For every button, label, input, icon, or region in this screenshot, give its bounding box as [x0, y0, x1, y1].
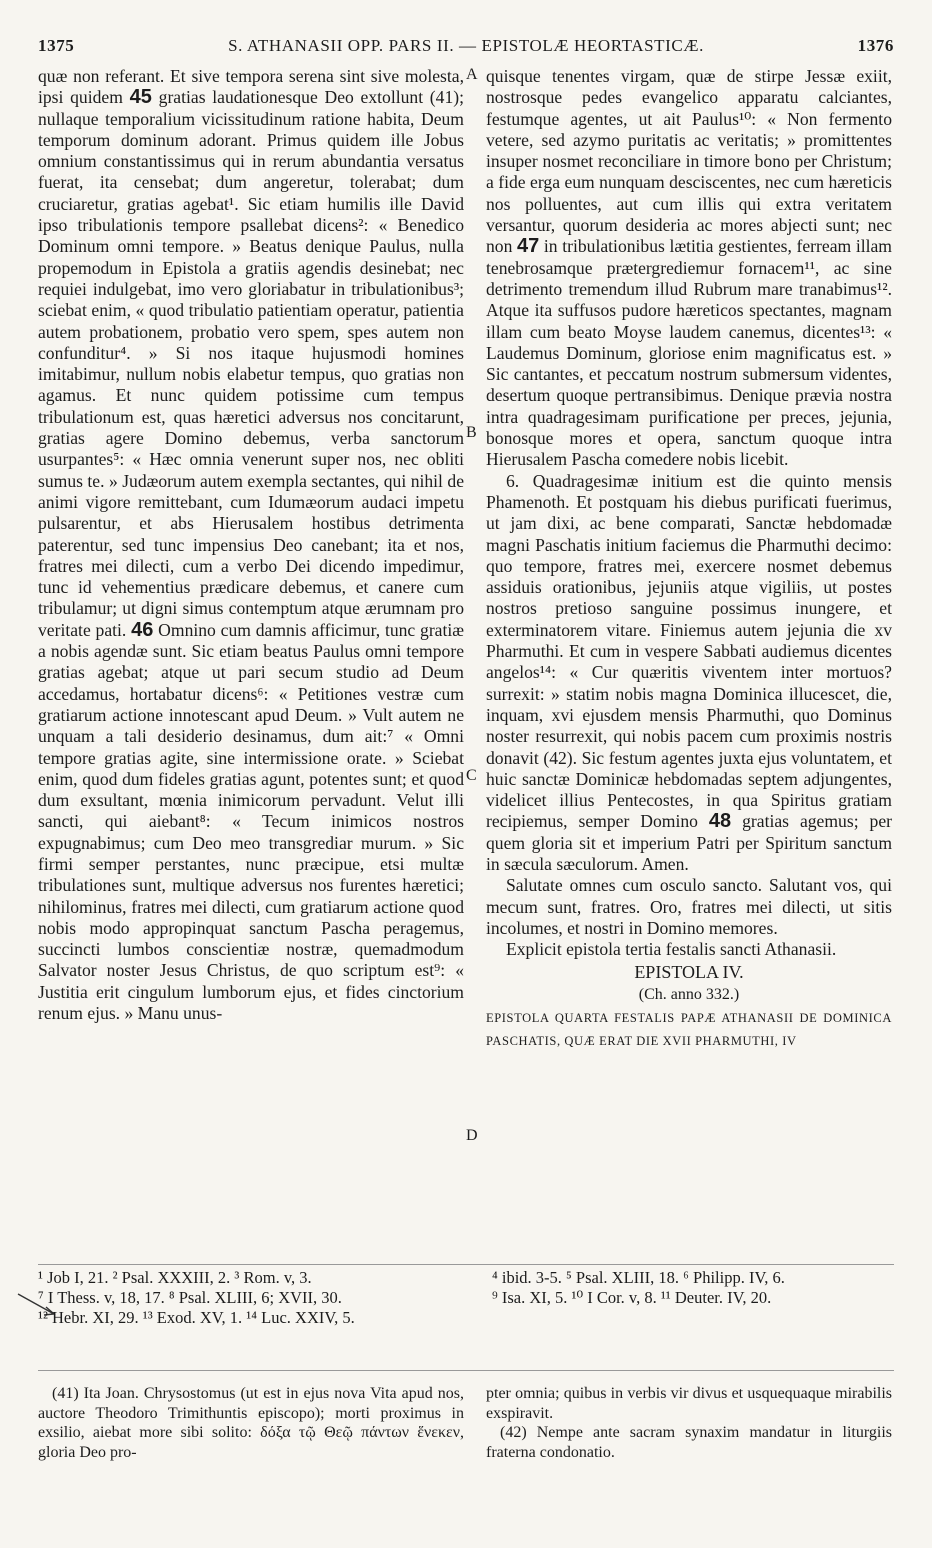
- scripture-references-left: [38, 1268, 470, 1328]
- epistle-date: (Ch. anno 332.): [638, 985, 740, 1003]
- left-text-column: [38, 66, 464, 1024]
- note-41: (41) Ita Joan. Chrysostomus (ut est in ejus nova Vita apud nos, auctore Theodoro Trimithuntis episcopo); morti proximus in exsilio, aiebat more sibi solito: δόξα τῷ Θεῷ πάντων ἕνεκεν, gloria Deo pro-: [38, 1385, 464, 1461]
- reference-line: ¹² Hebr. XI, 29. ¹³ Exod. XV, 1. ¹⁴ Luc. XXIV, 5.: [38, 1308, 355, 1327]
- text-segment: quæ non referant. Et sive tempora serena sint sive molesta, ipsi quidem: [38, 66, 464, 108]
- running-title: S. ATHANASII OPP. PARS II. — EPISTOLÆ HEORTASTICÆ.: [228, 36, 704, 55]
- text-segment: Omnino cum damnis afficimur, tunc gratiæ a nobis agendæ sunt. Sic etiam beatus Paulus omni tempore gratias agebat; atque ut pari secum studio ad Deum accedamus, hortabatur dicens⁶: « Petitiones vestræ cum gratiarum actione innotescant apud Deum. » Vult autem ne unquam a tali desiderio desinamus, dum ait:⁷ « Omni tempore gratias agite, sine intermissione orate. » Sciebat enim, quod dum fideles gratias agunt, potentes sunt; et quod dum exsultant, mœnia inimicorum pervadunt. Velut illi sancti, qui aiebant⁸: « Tecum inimicos nostros expugnabimus; cum Deo meo transgrediar murum. » Sic firmi semper perstantes, nunc præcipue, etsi multæ tribulationes sunt, multique adversus nos furentes hæretici; nihilominus, fratres mei dilecti, cum gratiarum actione quod nobis modo appropinquat sanctum Pascha peragemus, succincti lumbos conscientiæ nostræ, quemadmodum Salvator noster Jesus Christus, de quo scriptum est⁹: « Justitia erit cingulum lumborum ejus, et fides cinctorium renum ejus. » Manu unus-: [38, 619, 464, 1024]
- text-segment: quisque tenentes virgam, quæ de stirpe Jessæ exiit, nostrosque pedes evangelico apparatu calciantes, festumque agentes, ut ait Paulus¹⁰: « Non fermento vetere, sed azymo puritatis ac veritatis; » promittentes insuper nosmet reconciliare in timore bono per Christum; a fide erga eum nunquam desciscentes, nec cum hæreticis nos polluentes, aut cum illis qui extra veritatem versantur, quorum desideria ac mores abjecti sunt; nec non: [486, 66, 892, 257]
- reference-line: ⁴ ibid. 3-5. ⁵ Psal. XLIII, 18. ⁶ Philipp. IV, 6.: [492, 1268, 785, 1287]
- page-marker-45: 45: [129, 86, 152, 109]
- scripture-references-right: [492, 1268, 896, 1308]
- running-header: [0, 36, 932, 62]
- left-paragraph: [38, 66, 464, 1024]
- right-paragraph-1: [486, 66, 892, 471]
- note-41-continued: pter omnia; quibus in verbis vir divus et usquequaque mirabilis exspiravit.: [486, 1385, 892, 1422]
- epistle-subtitle: EPISTOLA QUARTA FESTALIS PAPÆ ATHANASII DE DOMINICA PASCHATIS, QUÆ ERAT DIE XVII PHARMUTHI, IV: [486, 1011, 892, 1049]
- epistle-title: EPISTOLA IV.: [634, 962, 744, 983]
- margin-letter-c: C: [466, 767, 477, 784]
- editor-notes-left: [38, 1384, 464, 1462]
- reference-line: ⁷ I Thess. v, 18, 17. ⁸ Psal. XLIII, 6; XVII, 30.: [38, 1288, 342, 1307]
- text-segment: gratias laudationesque Deo extollunt (41); nullaque temporalium vicissitudinum ratione habita, Deum temporum dominum adorant. Primus quidem ille Jobus omnium constantissimus qui in rerum abundantia versatus fuerat, ita censebat; dum angeretur, tolerabat; dum cruciaretur, gratias agebat¹. Sic etiam humilis ille David ipso tribulationis tempore psallebat dicens²: « Benedico Dominum omni tempore. » Beatus denique Paulus, nulla propemodum in Epistola a gratiis agendis desinebat; nec requiei indulgebat, imo vero gloriabatur in tribulationibus³; sciebat enim, « quod tribulatio patientiam operatur, patientia autem probationem, probatio vero spem, spes autem non confunditur⁴. » Si nos itaque hujusmodi homines imitabimur, nullum nobis elabetur tempus, quo gratias non agamus. Et nunc quidem potissime cum tempus tribulationum est, quas hæretici adversus nos concitarunt, gratias agere Domino debemus, verba sanctorum usurpantes⁵: « Hæc omnia venerunt super nos, nec obliti sumus te. » Judæorum autem exempla sectantes, qui nihil de animi vigore remittebant, cum Idumæorum audaci impetu pulsarentur, et abs Hierusalem hostibus detrimenta paterentur, sed tunc impensius Deo canebant; ita et nos, fratres mei dilecti, cum a verbo Dei dicendo impedimur, tunc id vehementius prædicare debemus, et canere cum tribulamur; ut digni simus contemptum atque ærumnam pro veritate pati.: [38, 87, 465, 640]
- editor-notes-right: [486, 1384, 892, 1462]
- page-marker-46: 46: [131, 618, 154, 641]
- footnote-divider: [38, 1264, 894, 1265]
- explicit-line: Explicit epistola tertia festalis sancti Athanasii.: [506, 939, 837, 960]
- reference-line: ⁹ Isa. XI, 5. ¹⁰ I Cor. v, 8. ¹¹ Deuter. IV, 20.: [492, 1288, 772, 1307]
- text-segment: 6. Quadragesimæ initium est die quinto mensis Phamenoth. Et postquam his diebus purificati fuerimus, ut jam dixi, ac bene comparati, Sanctæ hebdomadæ magni Paschatis initium faciemus die Pharmuthi decimo: quo tempore, fratres mei, exercere nosmet debemus assiduis orationibus, jejuniis atque vigiliis, ut postes nostros pretioso sanguine possimus inungere, et exterminatorem vitare. Finiemus autem jejunia die xv Pharmuthi. Et cum in vespere Sabbati audiemus dicentes angelos¹⁴: « Cur quæritis viventem inter mortuos? surrexit: » statim nobis magna Dominica illucescet, die, inquam, xvi ejusdem mensis Pharmuthi, quo Dominus noster resurrexit, qui nobis pacem cum proximis nostris donavit (42). Sic festum agentes juxta ejus voluntatem, et huic sanctæ Dominicæ hebdomadas septem adjungentes, videlicet illius Pentecostes, in qua Spiritus gratiam recipiemus, semper Domino: [486, 470, 892, 832]
- text-segment: gratias agemus; per quem gloria sit et imperium Patri per Spiritum sanctum in sæcula sæculorum. Amen.: [486, 811, 892, 874]
- right-text-column: [486, 66, 892, 1053]
- text-segment: in tribulationibus lætitia gestientes, ferream illam tenebrosamque prætergrediemur fornacem¹¹, ac sine detrimento tremendum illud Rubrum mare tranabimus¹². Atque ita suffusos pudore hæreticos spectantes, magnam illam cum beato Moyse laudem canemus, dicentes¹³: « Laudemus Dominum, gloriose enim magnificatus est. » Sic cantantes, et peccatum nostrum submersum videntes, desertum quoque pertransibimus. Denique prævia nostra intra quadragesimam purificatione per preces, jejunia, bonosque mores et opera, sanctum quoque intra Hierusalem Pascha comedere nobis licebit.: [486, 236, 892, 470]
- margin-letter-d: D: [466, 1127, 478, 1144]
- salutation-paragraph: Salutate omnes cum osculo sancto. Salutant vos, qui mecum sunt, fratres. Oro, fratres mei dilecti, ut sitis incolumes, et nostri in Domino memores.: [486, 875, 892, 938]
- page-number-right: 1376: [857, 36, 894, 55]
- notes-divider: [38, 1370, 894, 1371]
- page-number-left: 1375: [38, 36, 75, 55]
- right-paragraph-2: [486, 471, 892, 876]
- page-marker-48: 48: [708, 810, 732, 833]
- margin-letter-a: A: [466, 66, 478, 83]
- margin-letter-b: B: [466, 424, 477, 441]
- page-marker-47: 47: [517, 235, 540, 258]
- note-42: (42) Nempe ante sacram synaxim mandatur in liturgiis fraterna condonatio.: [486, 1424, 892, 1461]
- reference-line: ¹ Job I, 21. ² Psal. XXXIII, 2. ³ Rom. v, 3.: [38, 1268, 312, 1287]
